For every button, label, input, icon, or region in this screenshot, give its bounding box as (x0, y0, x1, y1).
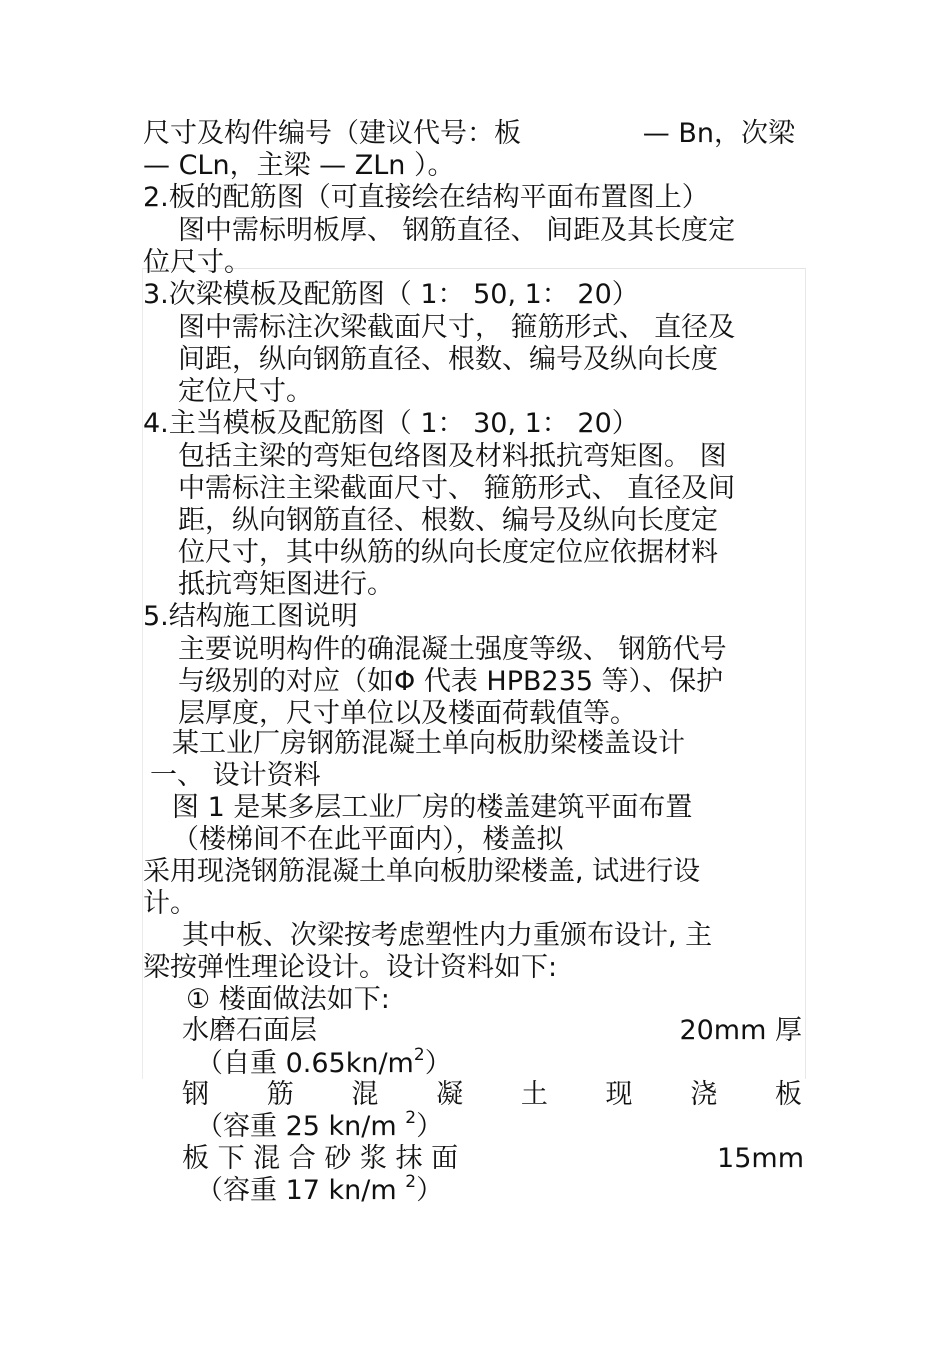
text-line: 图中需标明板厚、 钢筋直径、 间距及其长度定 (178, 215, 736, 246)
text-line: — CLn，主梁 — ZLn ）。 (143, 150, 455, 181)
text-segment: 20mm 厚 (679, 1015, 802, 1046)
text-segment: 15mm (717, 1143, 804, 1174)
text-line: 位尺寸，其中纵筋的纵向长度定位应依据材料 (178, 537, 718, 568)
text-line: （楼梯间不在此平面内），楼盖拟 (172, 824, 564, 855)
text-line: 抵抗弯矩图进行。 (178, 569, 394, 600)
text-line: 距，纵向钢筋直径、根数、编号及纵向长度定 (178, 505, 718, 536)
section-heading: 5.结构施工图说明 (143, 601, 358, 632)
text-line: 与级别的对应（如Φ 代表 HPB235 等）、保护 (178, 666, 724, 697)
char: 浇 (690, 1079, 718, 1110)
text-line (196, 1108, 444, 1142)
superscript: 2 (413, 1045, 425, 1065)
text-line: 位尺寸。 (143, 247, 251, 278)
char: 混 (351, 1079, 379, 1110)
text-line (196, 1045, 452, 1079)
text-line (182, 1081, 802, 1108)
text-segment: 尺寸及构件编号（建议代号：板 (143, 118, 521, 149)
text-line: 层厚度，尺寸单位以及楼面荷载值等。 (178, 698, 637, 729)
text-line (143, 120, 795, 147)
superscript: 2 (405, 1108, 417, 1128)
char: 土 (520, 1079, 548, 1110)
text-segment: — Bn，次梁 (642, 118, 795, 149)
text-line: 图中需标注次梁截面尺寸， 箍筋形式、 直径及 (178, 312, 736, 343)
text-line: 主要说明构件的确混凝土强度等级、 钢筋代号 (178, 634, 727, 665)
text-line (196, 1172, 444, 1206)
document-title: 某工业厂房钢筋混凝土单向板肋梁楼盖设计 (172, 728, 685, 759)
text-line (182, 1017, 802, 1044)
section-heading: 2.板的配筋图（可直接绘在结构平面布置图上） (143, 182, 709, 213)
text-line: 定位尺寸。 (178, 376, 313, 407)
text-segment: （自重 0.65kn/m (196, 1048, 414, 1079)
list-item: ① 楼面做法如下: (186, 984, 390, 1015)
text-segment: （容重 25 kn/m (196, 1111, 406, 1142)
superscript: 2 (405, 1172, 417, 1192)
char: 凝 (436, 1079, 464, 1110)
text-segment: 水磨石面层 (182, 1015, 317, 1046)
char: 筋 (266, 1079, 294, 1110)
text-line: 包括主梁的弯矩包络图及材料抵抗弯矩图。 图 (178, 441, 727, 472)
text-segment: ） (416, 1111, 444, 1142)
text-line: 计。 (143, 888, 197, 919)
text-line: 采用现浇钢筋混凝土单向板肋梁楼盖, 试进行设 (143, 856, 701, 887)
text-line: 其中板、次梁按考虑塑性内力重颁布设计, 主 (182, 920, 713, 951)
text-segment: ） (416, 1175, 444, 1206)
char: 钢 (182, 1079, 209, 1110)
text-line: 中需标注主梁截面尺寸、 箍筋形式、 直径及间 (178, 473, 736, 504)
section-heading: 3.次梁模板及配筋图（ 1： 50, 1： 20） (143, 279, 639, 310)
section-heading: 一、 设计资料 (150, 760, 321, 791)
char: 现 (605, 1079, 633, 1110)
char: 板 (774, 1079, 802, 1110)
text-line: 梁按弹性理论设计。设计资料如下: (143, 952, 558, 983)
text-line: 间距，纵向钢筋直径、根数、编号及纵向长度 (178, 344, 718, 375)
text-segment: （容重 17 kn/m (196, 1175, 406, 1206)
section-heading: 4.主当模板及配筋图（ 1： 30, 1： 20） (143, 408, 639, 439)
text-segment: ） (424, 1048, 452, 1079)
text-line: 图 1 是某多层工业厂房的楼盖建筑平面布置 (172, 792, 693, 823)
text-segment: 板 下 混 合 砂 浆 抹 面 (182, 1143, 459, 1174)
text-line (182, 1145, 804, 1172)
